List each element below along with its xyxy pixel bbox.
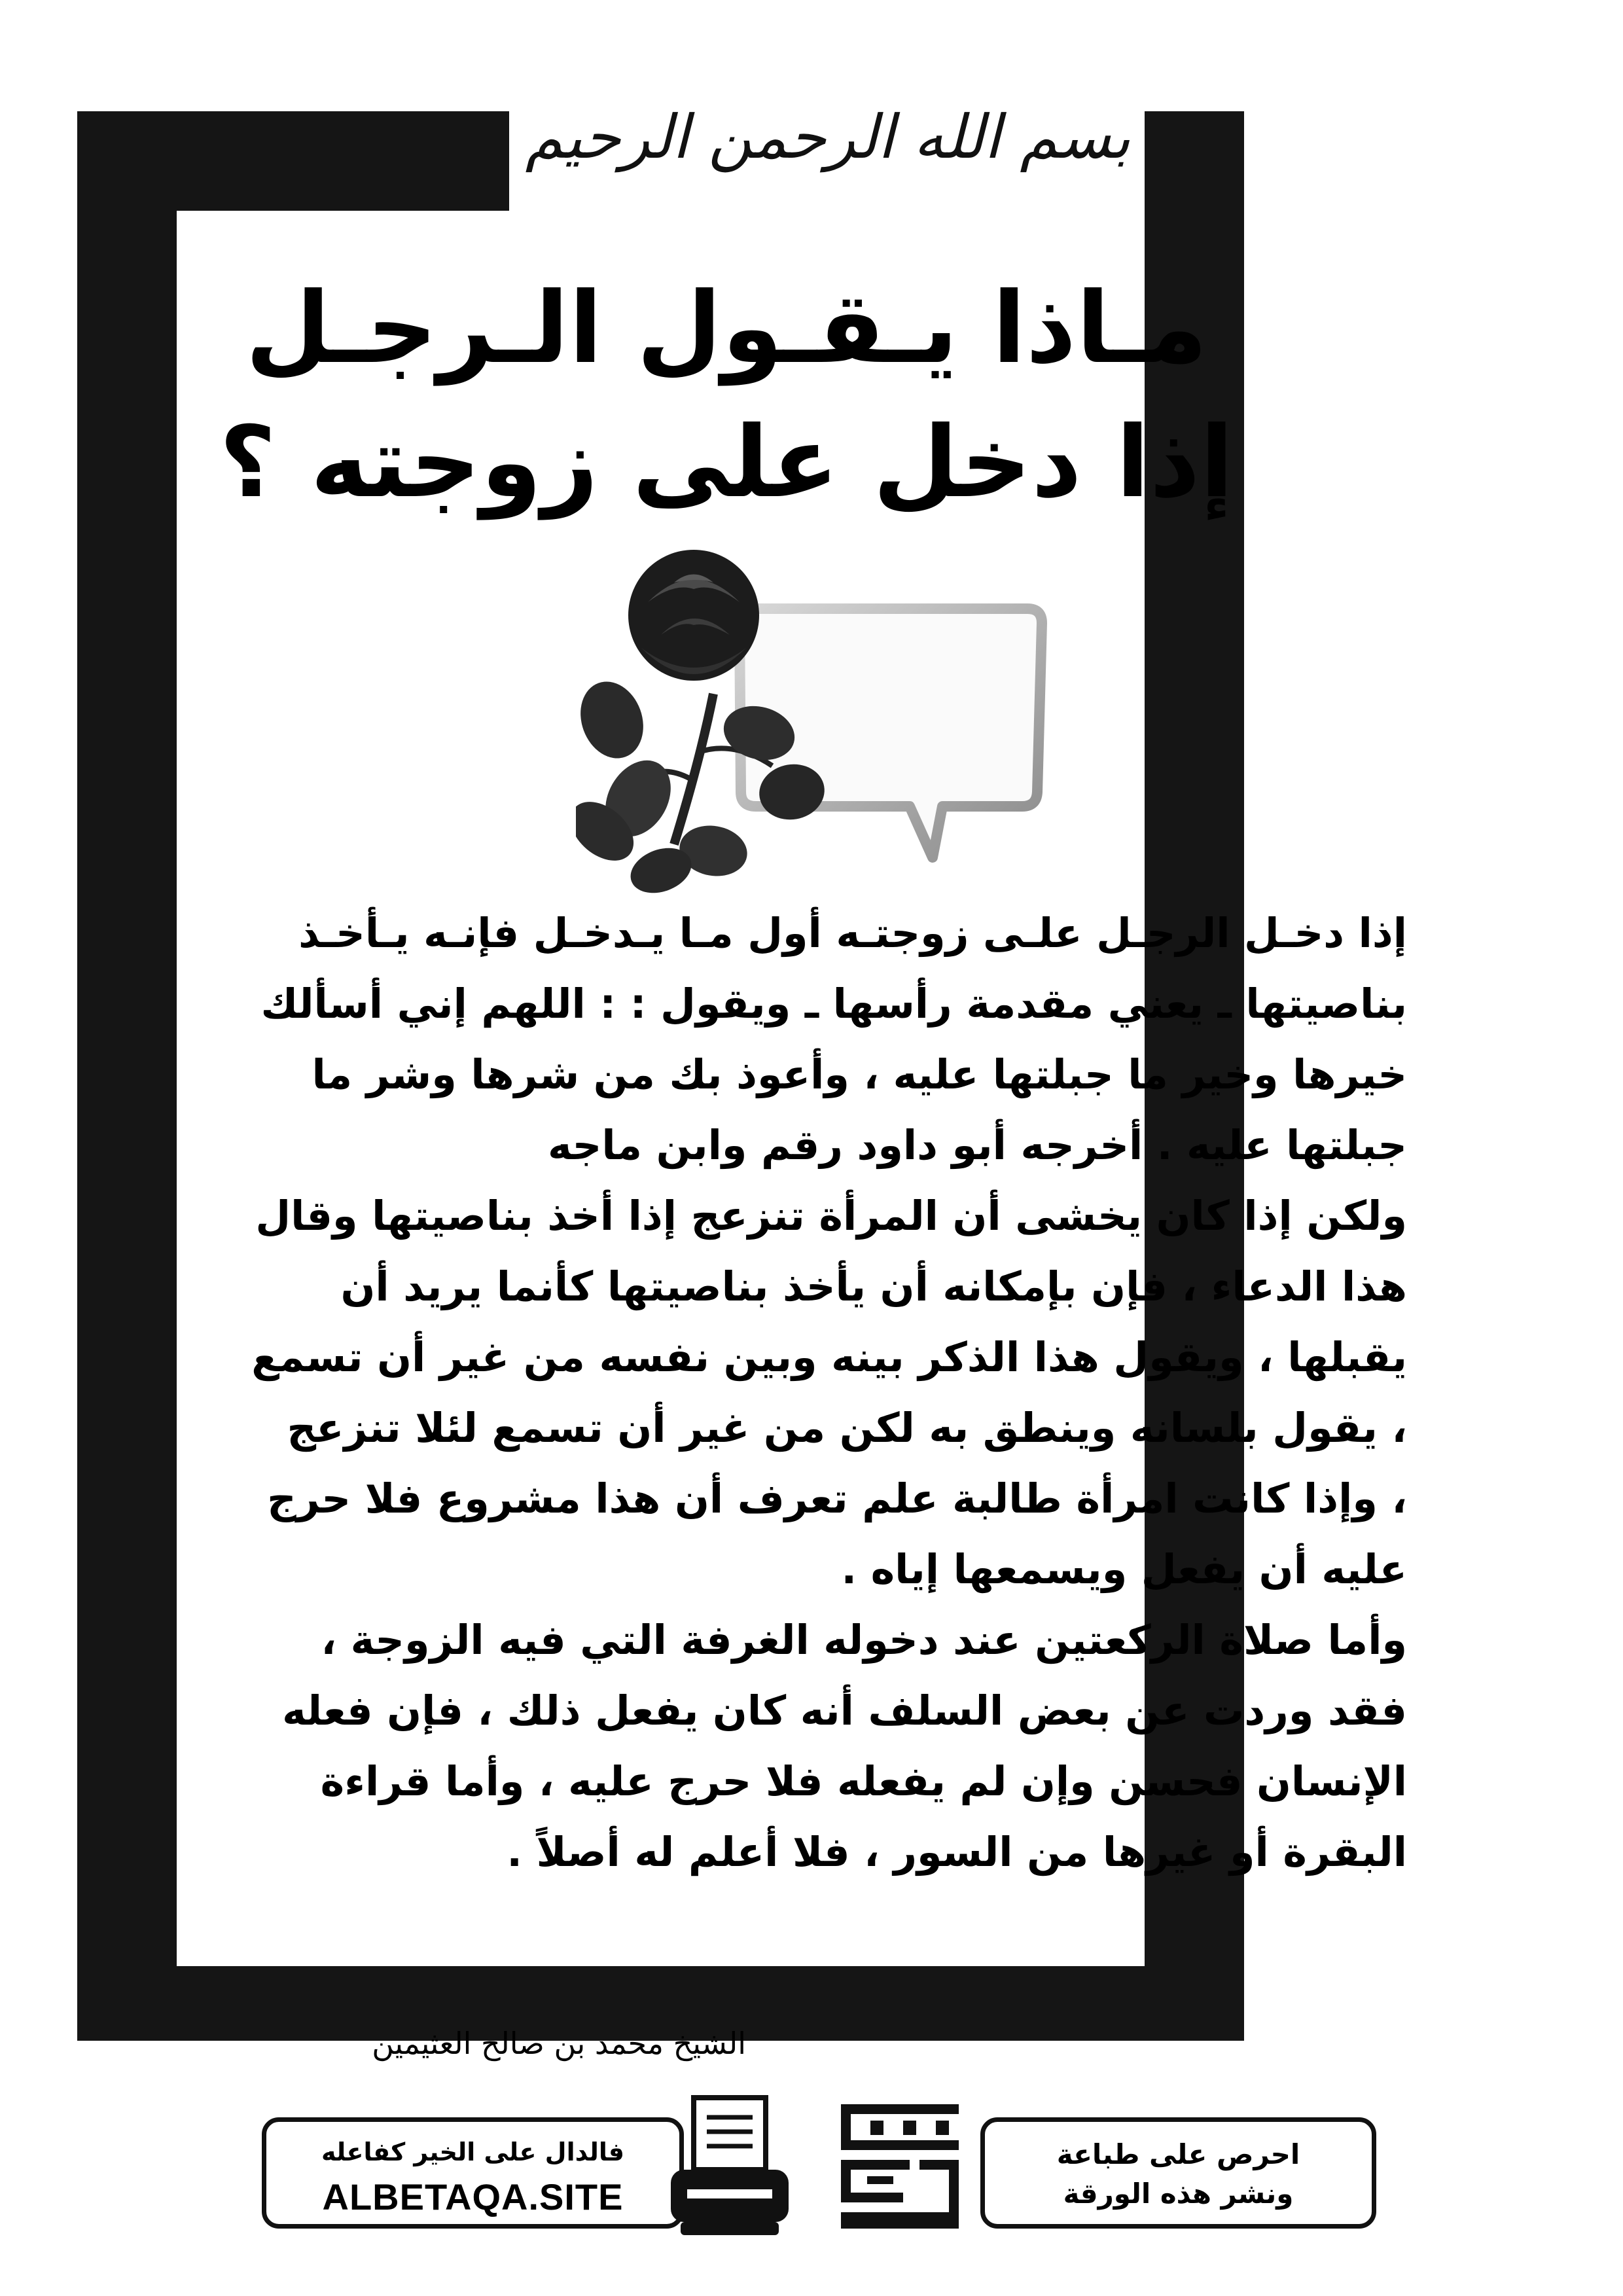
footer-print-line-2: ونشر هذه الورقة <box>1063 2178 1294 2210</box>
footer-print-text <box>985 2135 1372 2214</box>
body-line: عليه أن يفعل ويسمعها إياه . <box>841 1545 1407 1593</box>
frame-top-left-bar <box>77 111 509 211</box>
body-line: فقد وردت عن بعض السلف أنه كان يفعل ذلك ، فإن فعله <box>282 1687 1407 1734</box>
body-line: الإنسان فحسن وإن لم يفعله فلا حرج عليه ، وأما قراءة <box>320 1757 1407 1805</box>
logo-emblem <box>831 2094 969 2238</box>
article-body <box>249 898 1407 1888</box>
basmala-text: بسم الله الرحمن الرحيم <box>525 102 1131 172</box>
frame-left-bar <box>77 111 177 2041</box>
footer-site-link[interactable]: ALBETAQA.SITE <box>322 2176 624 2217</box>
footer-print-box <box>980 2117 1376 2229</box>
footer-slogan: فالدال على الخير كفاعله <box>321 2138 625 2166</box>
author-attribution: الشيخ محمد بن صالح العثيمين <box>372 2026 746 2061</box>
page-title <box>196 262 1257 530</box>
footer-print-line-1: احرص على طباعة <box>1056 2138 1300 2170</box>
body-line: يقبلها ، ويقول هذا الذكر بينه وبين نفسه من غير أن تسمع <box>251 1333 1407 1381</box>
title-line-2: إذا دخل على زوجته ؟ <box>219 406 1234 520</box>
rose-image <box>576 543 1073 897</box>
body-line: البقرة أو غيرها من السور ، فلا أعلم له أصلاً . <box>507 1828 1407 1876</box>
body-line: خيرها وخير ما جبلتها عليه ، وأعوذ بك من شرها وشر ما <box>312 1050 1407 1098</box>
body-line: ، وإذا كانت امرأة طالبة علم تعرف أن هذا مشروع فلا حرج <box>267 1475 1407 1522</box>
body-line: بناصيتها ـ يعني مقدمة رأسها ـ ويقول : : اللهم إني أسألك <box>260 980 1407 1028</box>
printer-icon <box>664 2091 795 2242</box>
title-line-1: مـاذا يـقـول الـرجـل <box>245 272 1207 386</box>
frame-top-right-bar <box>1150 111 1244 211</box>
body-line: إذا دخـل الرجـل علـى زوجتـه أول مـا يـدخـل فإنـه يـأخـذ <box>298 909 1407 957</box>
body-line: ولكن إذا كان يخشى أن المرأة تنزعج إذا أخذ بناصيتها وقال <box>255 1192 1407 1240</box>
body-line: جبلتها عليه . أخرجه أبو داود رقم وابن ماجه <box>548 1121 1407 1169</box>
body-line: وأما صلاة الركعتين عند دخوله الغرفة التي فيه الزوجة ، <box>321 1616 1407 1664</box>
body-line: ، يقول بلسانه وينطق به لكن من غير أن تسمع لئلا تنزعج <box>287 1404 1407 1452</box>
footer-site-box <box>262 2117 684 2229</box>
basmala-header <box>510 52 1145 223</box>
logo-text: دعوة الورقة <box>900 2235 903 2236</box>
body-line: هذا الدعاء ، فإن بإمكانه أن يأخذ بناصيتها كأنما يريد أن <box>340 1263 1407 1310</box>
